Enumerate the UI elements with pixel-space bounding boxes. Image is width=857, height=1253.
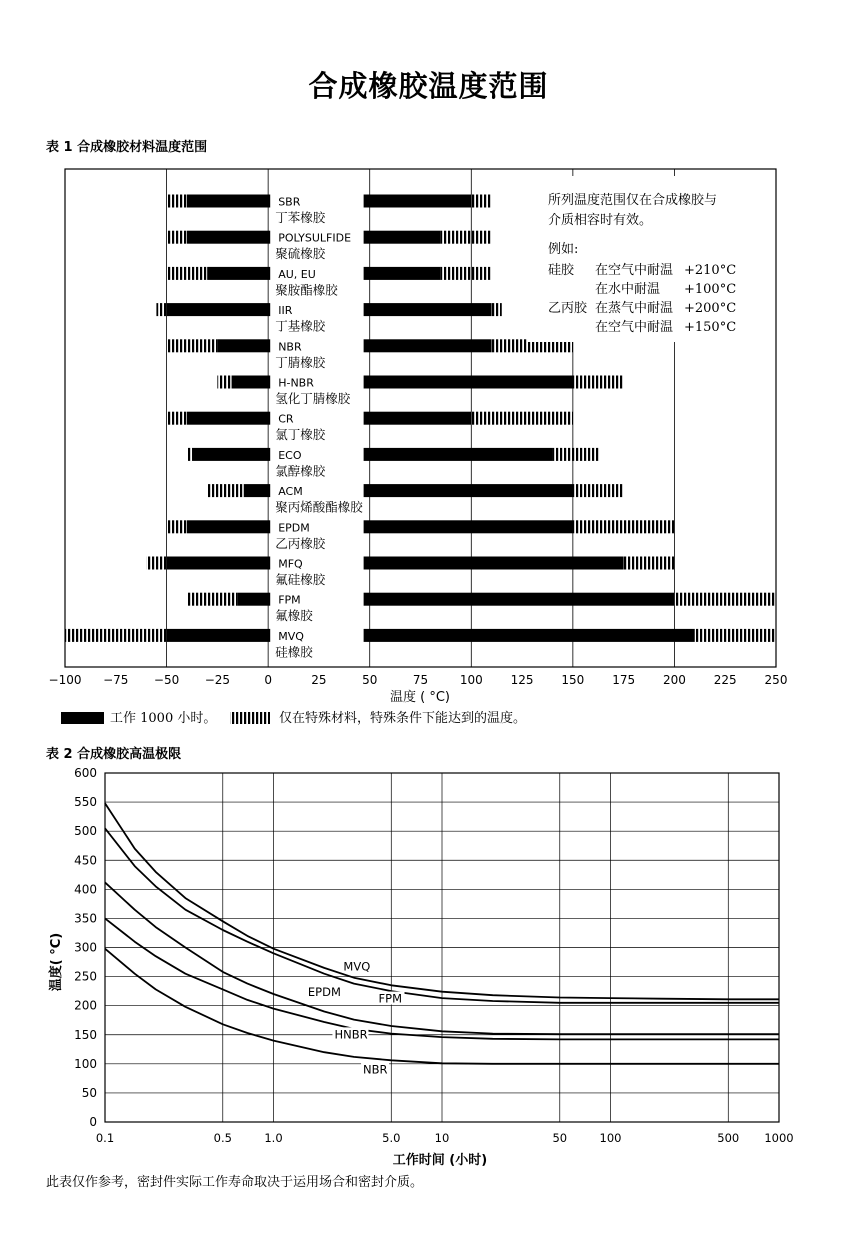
chart1-tick-label: −75 (103, 673, 129, 687)
chart2-xtick-label: 100 (599, 1131, 622, 1145)
chart1-xlabel: 温度 ( °C) (390, 690, 450, 705)
chart1-tick-label: 225 (713, 673, 737, 687)
bar-name-label: 氟橡胶 (275, 608, 313, 624)
chart1-tick-label: 100 (459, 673, 483, 687)
note-line: 所列温度范围仅在合成橡胶与 (548, 193, 718, 208)
chart2-ytick-label: 350 (74, 911, 97, 926)
chart1-tick-label: 50 (362, 673, 378, 687)
example-value: +150°C (684, 320, 737, 335)
chart1-tick-label: 200 (662, 673, 686, 687)
example-material: 乙丙胶 (548, 301, 588, 316)
chart2-xtick-label: 10 (434, 1131, 450, 1145)
bar-code-label: ECO (278, 448, 302, 462)
bar-code-label: CR (278, 412, 294, 426)
bar-code-label: ACM (278, 485, 303, 499)
bar-code-label: MVQ (278, 629, 304, 643)
chart2-ytick-label: 450 (74, 853, 97, 868)
bar-name-label: 丁苯橡胶 (275, 210, 326, 225)
bar-code-label: H-NBR (278, 376, 314, 390)
bar-name-label: 氟硅橡胶 (275, 572, 326, 587)
chart1-tick-label: −25 (204, 673, 231, 687)
chart1-tick-label: 125 (510, 673, 534, 687)
chart1-tick-label: 25 (311, 673, 327, 687)
chart2-ytick-label: 150 (74, 1027, 97, 1042)
chart2-ytick-label: 200 (74, 998, 97, 1013)
note-line: 介质相容时有效。 (548, 213, 653, 228)
page-title: 合成橡胶温度范围 (308, 69, 549, 103)
chart2-xtick-label: 500 (717, 1131, 740, 1145)
chart2-xtick-label: 0.1 (95, 1131, 115, 1145)
example-condition: 在水中耐温 (595, 282, 661, 297)
bar-code-label: EPDM (278, 521, 310, 535)
curve-label-nbr: NBR (363, 1062, 388, 1077)
bar-name-label: 聚胺酯橡胶 (275, 282, 338, 298)
legend-solid-label: 工作 1000 小时。 (110, 711, 217, 726)
chart2-xtick-label: 0.5 (213, 1131, 232, 1145)
chart2-xtick-label: 1000 (764, 1131, 794, 1145)
curve-label-epdm: EPDM (307, 984, 341, 999)
bar-name-label: 丁腈橡胶 (275, 354, 326, 370)
table2-caption: 表 2 合成橡胶高温极限 (46, 747, 182, 762)
footnote: 此表仅作参考，密封件实际工作寿命取决于运用场合和密封介质。 (46, 1175, 424, 1190)
bar-code-label: FPM (278, 593, 301, 607)
chart2-xtick-label: 50 (552, 1131, 568, 1145)
bar-name-label: 聚丙烯酸酯橡胶 (275, 499, 363, 515)
chart1-tick-label: −100 (48, 673, 82, 687)
chart2-xtick-label: 5.0 (382, 1131, 401, 1145)
chart2-ytick-label: 0 (89, 1115, 97, 1129)
bar-name-label: 氢化丁腈橡胶 (275, 391, 351, 406)
chart2-ytick-label: 550 (74, 795, 97, 810)
chart1-tick-label: 0 (264, 673, 272, 687)
curve-label-fpm: FPM (378, 991, 403, 1006)
example-condition: 在空气中耐温 (595, 263, 674, 278)
bar-name-label: 硅橡胶 (275, 644, 313, 660)
chart2-ytick-label: 250 (74, 969, 97, 984)
chart2-xtick-label: 1.0 (264, 1131, 283, 1145)
chart1-tick-label: 150 (561, 673, 585, 687)
bar-name-label: 氯丁橡胶 (275, 427, 326, 443)
chart2-xlabel: 工作时间 (小时) (392, 1153, 488, 1168)
curve-label-hnbr: HNBR (334, 1027, 368, 1042)
legend-hatched-label: 仅在特殊材料，特殊条件下能达到的温度。 (279, 711, 527, 726)
bar-code-label: POLYSULFIDE (278, 231, 352, 245)
bar-name-label: 丁基橡胶 (275, 318, 326, 334)
example-condition: 在蒸气中耐温 (595, 301, 674, 316)
bar-name-label: 乙丙橡胶 (275, 535, 326, 551)
chart2-ylabel: 温度( °C) (49, 932, 64, 992)
chart2-ytick-label: 100 (74, 1056, 97, 1071)
table1-caption: 表 1 合成橡胶材料温度范围 (46, 140, 208, 155)
bar-name-label: 聚硫橡胶 (275, 246, 326, 262)
example-value: +100°C (684, 282, 737, 297)
chart2-ytick-label: 600 (74, 766, 97, 780)
chart1-tick-label: 75 (412, 673, 429, 687)
bar-code-label: NBR (278, 340, 302, 354)
bar-code-label: SBR (278, 195, 301, 209)
bar-code-label: IIR (278, 304, 293, 318)
curve-label-mvq: MVQ (343, 959, 371, 974)
example-condition: 在空气中耐温 (595, 320, 674, 335)
example-material: 硅胶 (548, 263, 575, 278)
example-value: +210°C (684, 263, 737, 278)
note-line: 例如: (548, 242, 579, 257)
chart2-ytick-label: 300 (74, 940, 97, 955)
bar-code-label: MFQ (278, 557, 303, 571)
chart2-ytick-label: 400 (74, 882, 97, 897)
chart2-ytick-label: 50 (81, 1085, 97, 1100)
chart2-ytick-label: 500 (74, 824, 97, 839)
chart1-tick-label: 175 (612, 673, 636, 687)
chart1-tick-label: −50 (153, 673, 180, 687)
bar-name-label: 氯醇橡胶 (275, 463, 326, 479)
chart1-tick-label: 250 (764, 673, 788, 687)
bar-code-label: AU, EU (278, 267, 316, 281)
example-value: +200°C (684, 301, 737, 316)
